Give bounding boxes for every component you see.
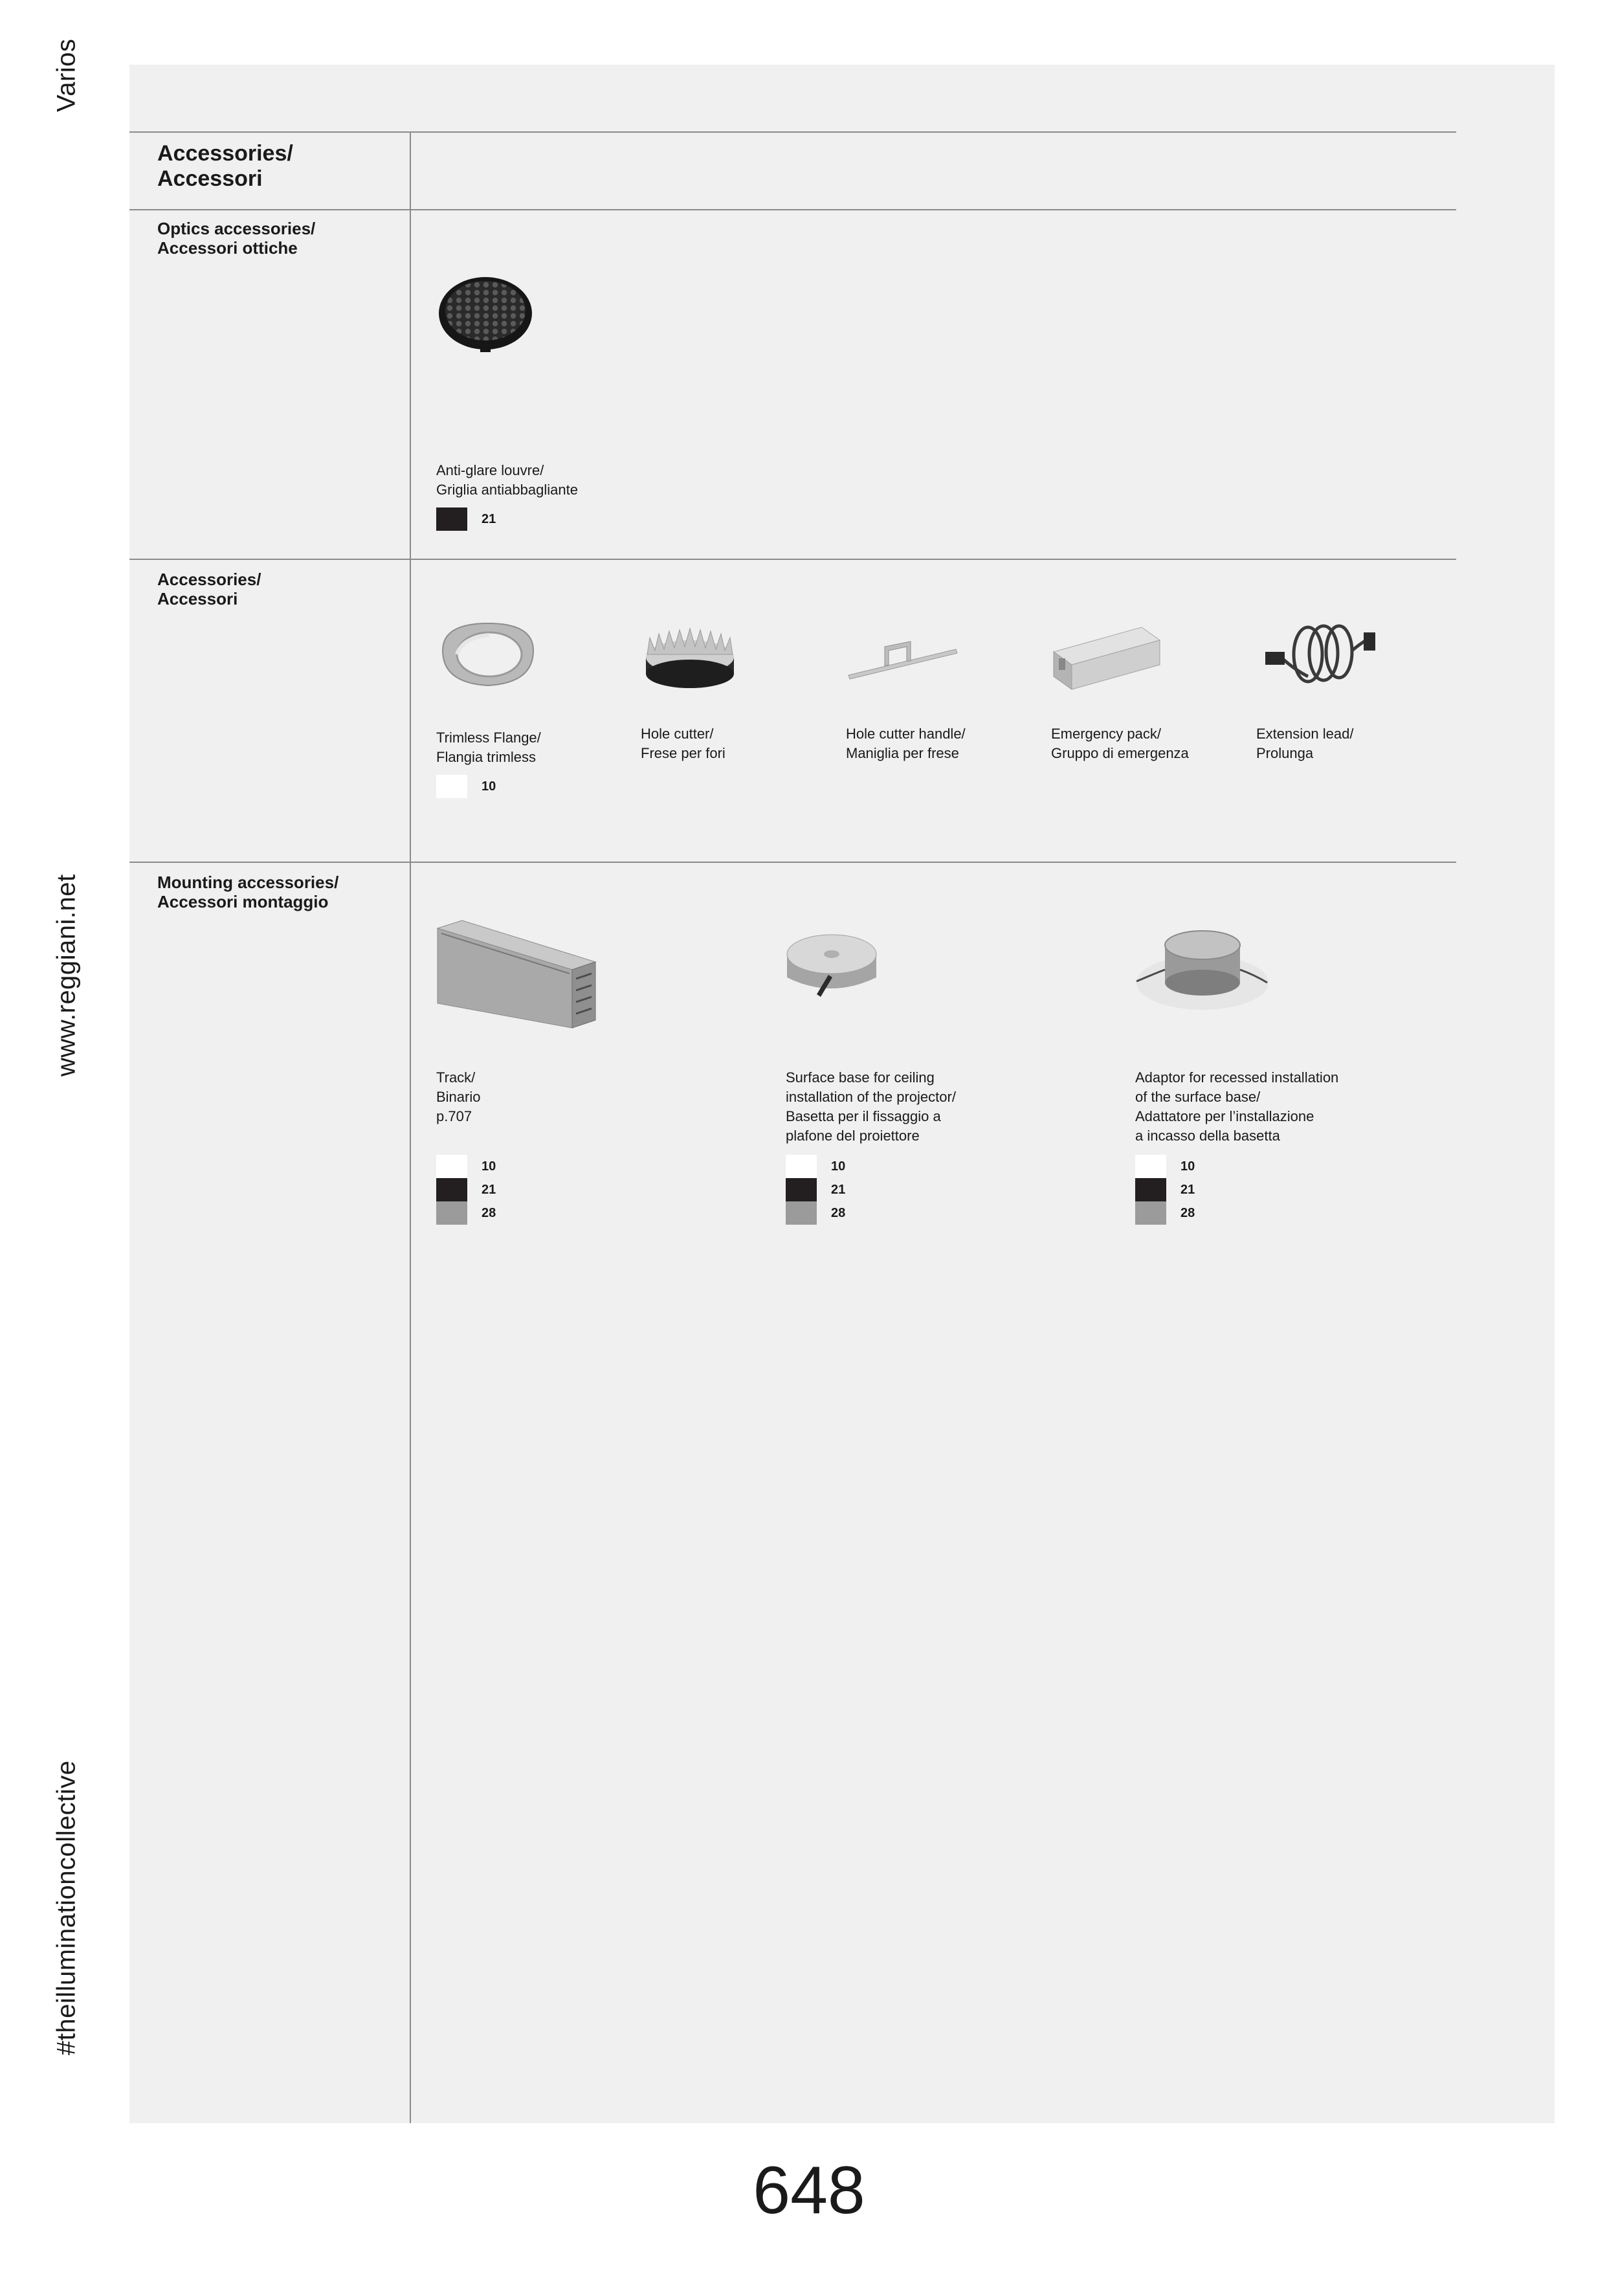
finish-swatch [436,1178,682,1201]
swatch-color [1135,1155,1166,1178]
anti-glare-louvre-image [436,265,540,356]
section-title-line2: Accessori ottiche [157,238,298,258]
swatch-color [786,1178,817,1201]
sidebar-category: Varios [52,39,81,113]
swatch-color [1135,1178,1166,1201]
swatch-color [1135,1201,1166,1225]
swatch-code: 10 [831,1159,846,1174]
swatch-code: 10 [482,779,496,794]
swatch-color [786,1155,817,1178]
caption-line: Surface base for ceiling [786,1069,935,1086]
product-anti-glare-louvre [436,265,682,531]
header-title-line2: Accessori [157,166,263,191]
swatch-color [786,1201,817,1225]
section-title-line1: Accessories/ [157,570,261,589]
hole-cutter-image [641,618,744,696]
surface-base-image [786,919,948,1029]
swatch-code: 10 [1180,1159,1195,1174]
section-accessories-title [157,570,261,608]
swatch-color [436,1155,467,1178]
caption-line: Gruppo di emergenza [1051,745,1189,761]
swatch-color [436,1201,467,1225]
trimless-flange-image [436,618,546,696]
product-surface-base [786,919,1032,1225]
finish-swatch [1135,1201,1381,1225]
swatch-code: 28 [831,1205,846,1220]
column-divider [410,132,411,2123]
finish-swatch [436,775,682,798]
caption-line: Hole cutter handle/ [846,726,966,742]
section-title-line1: Optics accessories/ [157,219,316,238]
product-extension-lead [1256,618,1502,763]
recessed-adaptor-image [1135,919,1297,1029]
swatch-code: 28 [482,1205,496,1220]
sidebar-website: www.reggiani.net [52,874,81,1076]
page-number: 648 [753,2153,865,2228]
emergency-pack-image [1051,618,1168,696]
caption-line: Trimless Flange/ [436,730,541,746]
caption-line: Prolunga [1256,745,1314,761]
section-optics-title [157,219,315,258]
rule-top [129,131,1456,133]
swatch-code: 21 [482,511,496,526]
header-title [157,141,293,192]
caption-line: installation of the projector/ [786,1089,956,1105]
caption-line: Extension lead/ [1256,726,1354,742]
swatch-code: 21 [1180,1182,1195,1197]
product-track [436,919,682,1225]
rule-section-accessories-bottom [129,862,1456,863]
swatch-code: 21 [482,1182,496,1197]
finish-swatch [436,507,682,531]
caption-line: a incasso della basetta [1135,1128,1280,1144]
swatch-color [436,507,467,531]
caption-line: Anti-glare louvre/ [436,462,544,478]
product-recessed-adaptor [1135,919,1381,1225]
finish-swatch [1135,1178,1381,1201]
finish-swatch [1135,1155,1381,1178]
caption-line: Emergency pack/ [1051,726,1161,742]
extension-lead-image [1256,618,1379,696]
caption-line: Hole cutter/ [641,726,714,742]
section-title-line1: Mounting accessories/ [157,873,339,892]
swatch-code: 28 [1180,1205,1195,1220]
swatch-color [436,1178,467,1201]
swatch-code: 10 [482,1159,496,1174]
caption-line: Adattatore per l’installazione [1135,1108,1314,1124]
header-title-line1: Accessories/ [157,141,293,166]
section-title-line2: Accessori [157,589,238,608]
caption-line: Track/ [436,1069,476,1086]
rule-header-bottom [129,209,1456,210]
caption-line: Frese per fori [641,745,726,761]
caption-line: Griglia antiabbagliante [436,482,578,498]
caption-line: Basetta per il fissaggio a [786,1108,941,1124]
finish-swatch [786,1201,1032,1225]
caption-line: of the surface base/ [1135,1089,1261,1105]
caption-line: Flangia trimless [436,749,537,765]
finish-swatch [436,1155,682,1178]
section-mounting-title [157,873,338,911]
caption-line: Adaptor for recessed installation [1135,1069,1339,1086]
section-title-line2: Accessori montaggio [157,892,329,911]
finish-swatch [786,1178,1032,1201]
sidebar-hashtag: #theilluminationcollective [52,1761,81,2056]
track-image [436,919,598,1029]
swatch-color [436,775,467,798]
caption-line: p.707 [436,1108,472,1124]
finish-swatch [786,1155,1032,1178]
caption-line: Binario [436,1089,481,1105]
caption-line: plafone del proiettore [786,1128,920,1144]
hole-cutter-handle-image [846,618,962,696]
rule-section-optics-bottom [129,559,1456,560]
caption-line: Maniglia per frese [846,745,959,761]
swatch-code: 21 [831,1182,846,1197]
finish-swatch [436,1201,682,1225]
